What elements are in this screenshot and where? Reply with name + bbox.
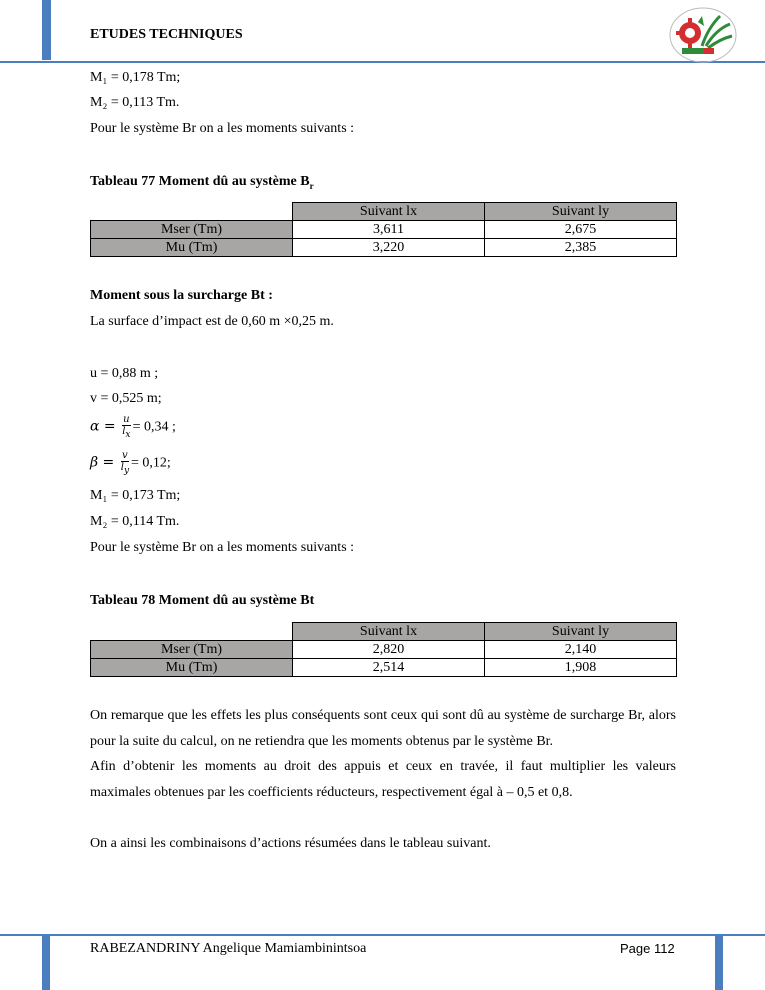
- table-cell: 2,385: [485, 239, 677, 257]
- bt-m2-line: M₂ = 0,114 Tm.: [90, 514, 180, 529]
- table-corner-cell: [91, 623, 293, 641]
- conclusion-paragraph-3: On a ainsi les combinaisons d’actions résumées dans le tableau suivant.: [90, 836, 491, 851]
- table-corner-cell: [91, 203, 293, 221]
- table-header-row: [91, 203, 677, 221]
- page-number: Page 112: [620, 941, 675, 956]
- footer-accent-bar-left: [42, 934, 50, 990]
- table-header-row: [91, 623, 677, 641]
- table-77: [90, 202, 677, 257]
- m2-line: M₂ = 0,113 Tm.: [90, 95, 180, 110]
- footer-author: RABEZANDRINY Angelique Mamiambinintsoa: [90, 941, 367, 956]
- bt-moments-sentence: Pour le système Br on a les moments suivants :: [90, 540, 355, 555]
- page-header-title: ETUDES TECHNIQUES: [90, 27, 243, 42]
- row-label: Mu (Tm): [91, 659, 293, 677]
- column-header: Suivant ly: [485, 623, 677, 641]
- row-label: Mser (Tm): [91, 221, 293, 239]
- header-rule: [0, 61, 765, 63]
- u-line: u = 0,88 m ;: [90, 366, 159, 381]
- header-accent-bar: [42, 0, 51, 60]
- table-78: [90, 622, 677, 677]
- table-row: [91, 221, 677, 239]
- alpha-formula: α = $\frac{u}{l_x}$ = 0,34 ;: [90, 414, 176, 440]
- column-header: Suivant lx: [293, 203, 485, 221]
- v-line: v = 0,525 m;: [90, 391, 162, 406]
- table-row: [91, 659, 677, 677]
- table-77-caption: Tableau 77 Moment dû au système $B_r$: [90, 174, 314, 191]
- row-label: Mser (Tm): [91, 641, 293, 659]
- table-cell: 2,675: [485, 221, 677, 239]
- table-cell: 3,611: [293, 221, 485, 239]
- beta-formula: β = $\frac{v}{l_y}$ = 0,12;: [90, 450, 171, 476]
- m1-line: M₁ = 0,178 Tm;: [90, 70, 181, 85]
- table-cell: 3,220: [293, 239, 485, 257]
- bt-m1-line: M₁ = 0,173 Tm;: [90, 488, 181, 503]
- column-header: Suivant lx: [293, 623, 485, 641]
- table-row: [91, 239, 677, 257]
- row-label: Mu (Tm): [91, 239, 293, 257]
- institution-logo-icon: [668, 6, 738, 64]
- footer-rule: [0, 934, 765, 936]
- impact-surface-line: La surface d’impact est de 0,60 m ×0,25 m.: [90, 314, 334, 329]
- table-cell: 2,514: [293, 659, 485, 677]
- table-cell: 2,820: [293, 641, 485, 659]
- table-78-caption: Tableau 78 Moment dû au système Bt: [90, 593, 315, 608]
- moments-intro-sentence: Pour le système Br on a les moments suivants :: [90, 121, 355, 136]
- table-cell: 1,908: [485, 659, 677, 677]
- table-row: [91, 641, 677, 659]
- table-cell: 2,140: [485, 641, 677, 659]
- conclusion-paragraph-1: On remarque que les effets les plus conséquents sont ceux qui sont dû au système de surcharge Br, alors pour la suite du calcul, on ne retiendra que les moments obtenus par le système Br.: [90, 708, 676, 749]
- column-header: Suivant ly: [485, 203, 677, 221]
- footer-accent-bar-right: [715, 934, 723, 990]
- bt-heading: Moment sous la surcharge Bt :: [90, 288, 273, 303]
- conclusion-paragraph-2: Afin d’obtenir les moments au droit des appuis et ceux en travée, il faut multiplier les valeurs maximales obtenues par les coefficients réducteurs, respectivement égal à – 0,5 et 0,8.: [90, 759, 676, 800]
